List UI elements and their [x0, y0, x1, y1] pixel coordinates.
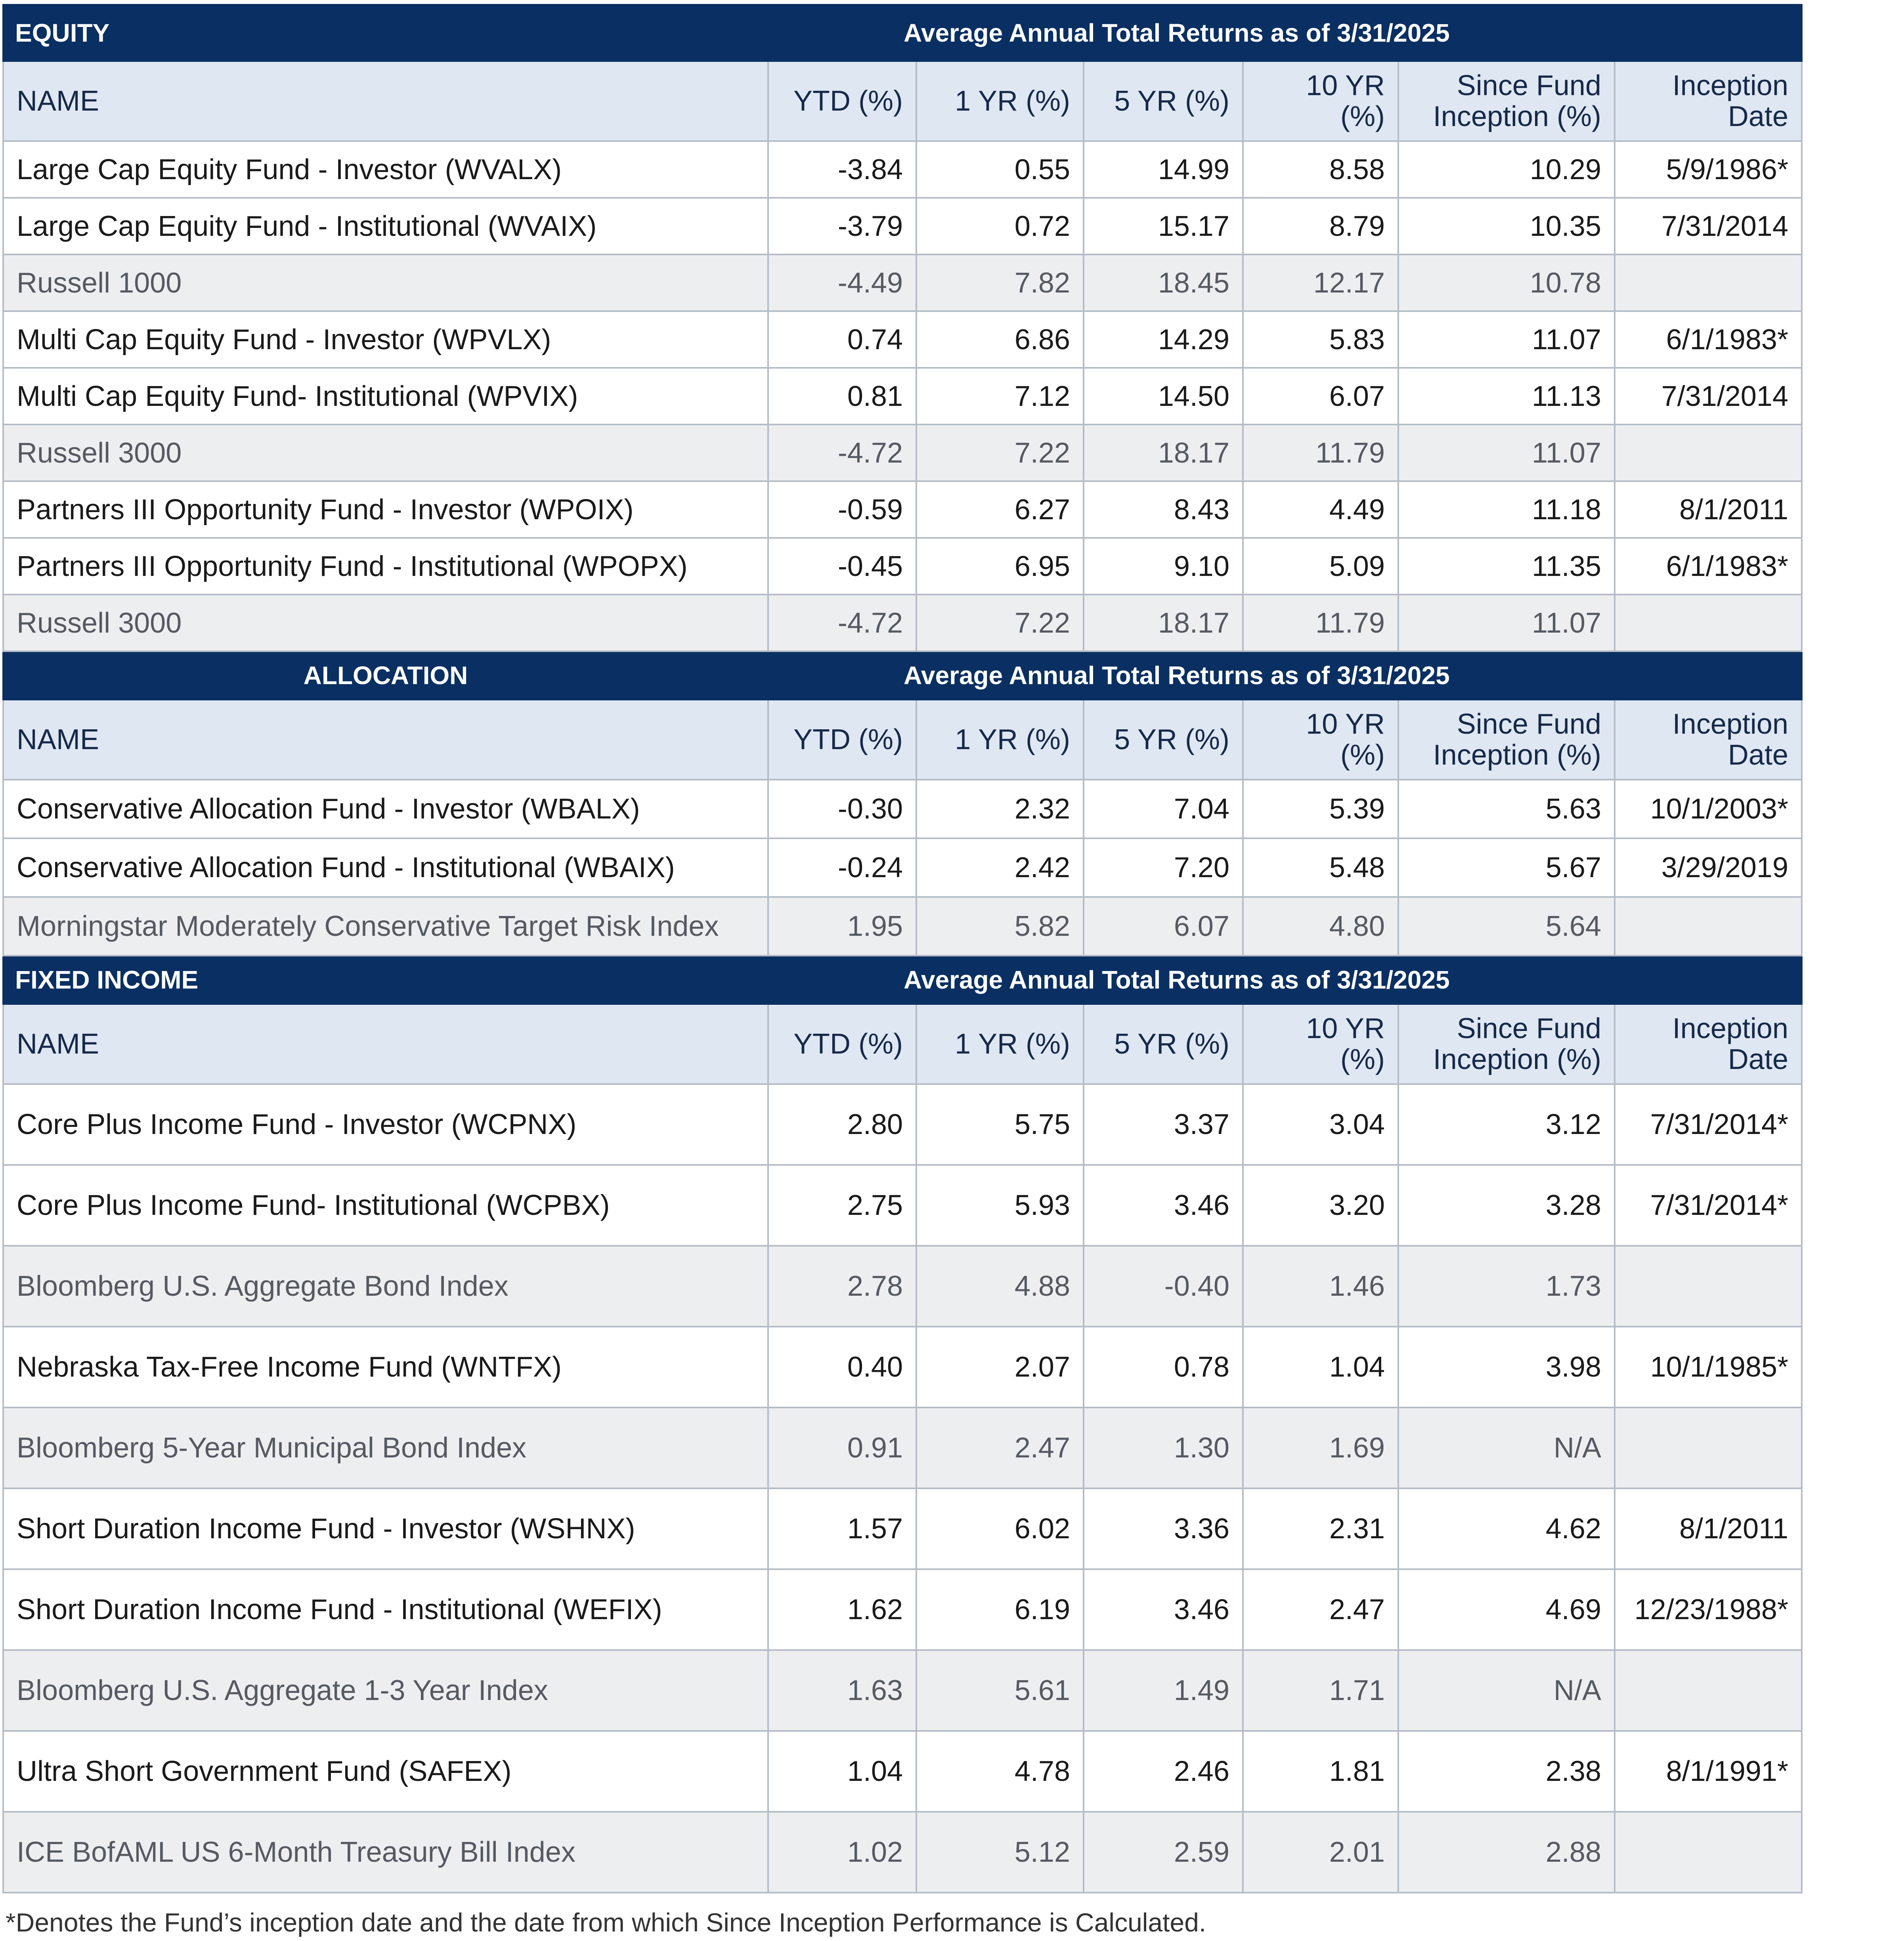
column-header-10-yr: 10 YR (%) [1243, 1004, 1398, 1084]
cell-1-yr: 4.78 [916, 1731, 1084, 1812]
cell-ytd: 0.40 [768, 1327, 916, 1407]
column-header-name: NAME [3, 1004, 768, 1084]
cell-10-yr: 2.47 [1243, 1569, 1398, 1650]
cell-10-yr: 5.48 [1243, 838, 1398, 897]
cell-inception-date: 10/1/1985* [1615, 1327, 1802, 1407]
cell-5-yr: 7.04 [1084, 780, 1243, 838]
cell-since-fund-inception: 11.35 [1398, 538, 1615, 595]
cell-since-fund-inception: 10.29 [1398, 141, 1615, 198]
cell-5-yr: 9.10 [1084, 538, 1243, 595]
cell-since-fund-inception: N/A [1398, 1650, 1615, 1731]
cell-5-yr: 14.50 [1084, 368, 1243, 425]
cell-10-yr: 8.58 [1243, 141, 1398, 198]
cell-inception-date: 6/1/1983* [1615, 538, 1802, 595]
equity-section-band [3, 5, 1802, 61]
cell-since-fund-inception: 5.63 [1398, 780, 1615, 838]
cell-since-fund-inception: 11.07 [1398, 311, 1615, 368]
fund-row [3, 538, 1802, 595]
cell-10-yr: 3.20 [1243, 1165, 1398, 1246]
cell-1-yr: 5.61 [916, 1650, 1084, 1731]
cell-inception-date [1615, 254, 1802, 311]
cell-inception-date: 7/31/2014 [1615, 368, 1802, 425]
cell-since-fund-inception: 4.62 [1398, 1488, 1615, 1569]
cell-10-yr: 11.79 [1243, 425, 1398, 481]
cell-5-yr: 3.46 [1084, 1569, 1243, 1650]
cell-ytd: 1.57 [768, 1488, 916, 1569]
cell-since-fund-inception: 4.69 [1398, 1569, 1615, 1650]
row-name: Partners III Opportunity Fund - Institutional (WPOPX) [3, 538, 768, 595]
benchmark-row [3, 1812, 1802, 1893]
column-header-5-yr: 5 YR (%) [1084, 1004, 1243, 1084]
column-header-since-fund-inception: Since Fund Inception (%) [1398, 1004, 1615, 1084]
benchmark-row [3, 897, 1802, 956]
cell-ytd: -3.84 [768, 141, 916, 198]
cell-5-yr: 18.17 [1084, 595, 1243, 651]
row-name: Large Cap Equity Fund - Institutional (WVAIX) [3, 198, 768, 254]
section-subtitle: Average Annual Total Returns as of 3/31/2025 [768, 956, 1802, 1004]
cell-5-yr: 14.99 [1084, 141, 1243, 198]
cell-inception-date: 7/31/2014* [1615, 1084, 1802, 1165]
fund-row [3, 1084, 1802, 1165]
fund-row [3, 780, 1802, 838]
fund-row [3, 368, 1802, 425]
cell-5-yr: 0.78 [1084, 1327, 1243, 1407]
column-header-inception-date: Inception Date [1615, 61, 1802, 141]
cell-inception-date [1615, 1407, 1802, 1488]
cell-ytd: 0.74 [768, 311, 916, 368]
cell-10-yr: 1.69 [1243, 1407, 1398, 1488]
cell-since-fund-inception: 11.07 [1398, 595, 1615, 651]
column-header-name: NAME [3, 700, 768, 780]
cell-1-yr: 2.07 [916, 1327, 1084, 1407]
cell-10-yr: 6.07 [1243, 368, 1398, 425]
cell-ytd: -0.45 [768, 538, 916, 595]
allocation-column-headers [3, 700, 1802, 780]
cell-1-yr: 7.82 [916, 254, 1084, 311]
benchmark-row [3, 1407, 1802, 1488]
cell-10-yr: 1.46 [1243, 1246, 1398, 1327]
cell-5-yr: 2.46 [1084, 1731, 1243, 1812]
cell-inception-date: 7/31/2014* [1615, 1165, 1802, 1246]
cell-ytd: 2.78 [768, 1246, 916, 1327]
cell-inception-date: 12/23/1988* [1615, 1569, 1802, 1650]
cell-10-yr: 12.17 [1243, 254, 1398, 311]
row-name: Multi Cap Equity Fund - Investor (WPVLX) [3, 311, 768, 368]
cell-5-yr: 14.29 [1084, 311, 1243, 368]
cell-10-yr: 2.31 [1243, 1488, 1398, 1569]
cell-inception-date [1615, 1812, 1802, 1893]
column-header-inception-date: Inception Date [1615, 1004, 1802, 1084]
cell-since-fund-inception: 3.98 [1398, 1327, 1615, 1407]
cell-10-yr: 8.79 [1243, 198, 1398, 254]
cell-ytd: 1.63 [768, 1650, 916, 1731]
cell-5-yr: 6.07 [1084, 897, 1243, 956]
fixed-income-section-band [3, 956, 1802, 1004]
column-header-inception-date: Inception Date [1615, 700, 1802, 780]
cell-since-fund-inception: 11.07 [1398, 425, 1615, 481]
cell-since-fund-inception: 11.18 [1398, 481, 1615, 538]
cell-inception-date: 6/1/1983* [1615, 311, 1802, 368]
cell-1-yr: 5.82 [916, 897, 1084, 956]
cell-10-yr: 5.83 [1243, 311, 1398, 368]
cell-10-yr: 11.79 [1243, 595, 1398, 651]
column-header-10-yr: 10 YR (%) [1243, 61, 1398, 141]
cell-inception-date: 8/1/1991* [1615, 1731, 1802, 1812]
cell-ytd: -0.24 [768, 838, 916, 897]
cell-5-yr: 1.30 [1084, 1407, 1243, 1488]
cell-ytd: 2.75 [768, 1165, 916, 1246]
cell-inception-date: 10/1/2003* [1615, 780, 1802, 838]
cell-1-yr: 6.02 [916, 1488, 1084, 1569]
cell-1-yr: 5.93 [916, 1165, 1084, 1246]
column-header-5-yr: 5 YR (%) [1084, 61, 1243, 141]
cell-5-yr: 18.45 [1084, 254, 1243, 311]
cell-1-yr: 5.75 [916, 1084, 1084, 1165]
performance-table-body [3, 5, 1802, 1893]
cell-10-yr: 4.49 [1243, 481, 1398, 538]
benchmark-row [3, 1246, 1802, 1327]
section-title: ALLOCATION [3, 651, 768, 700]
cell-1-yr: 7.22 [916, 425, 1084, 481]
column-header-ytd: YTD (%) [768, 1004, 916, 1084]
cell-since-fund-inception: 3.28 [1398, 1165, 1615, 1246]
row-name: Bloomberg U.S. Aggregate Bond Index [3, 1246, 768, 1327]
benchmark-row [3, 1650, 1802, 1731]
cell-since-fund-inception: 2.88 [1398, 1812, 1615, 1893]
cell-5-yr: 1.49 [1084, 1650, 1243, 1731]
column-header-1-yr: 1 YR (%) [916, 1004, 1084, 1084]
cell-ytd: 2.80 [768, 1084, 916, 1165]
fund-row [3, 838, 1802, 897]
cell-10-yr: 1.04 [1243, 1327, 1398, 1407]
cell-1-yr: 4.88 [916, 1246, 1084, 1327]
column-header-ytd: YTD (%) [768, 61, 916, 141]
cell-ytd: -4.72 [768, 425, 916, 481]
cell-ytd: -4.72 [768, 595, 916, 651]
cell-since-fund-inception: N/A [1398, 1407, 1615, 1488]
column-header-1-yr: 1 YR (%) [916, 61, 1084, 141]
fixed-income-column-headers [3, 1004, 1802, 1084]
cell-inception-date: 3/29/2019 [1615, 838, 1802, 897]
column-header-1-yr: 1 YR (%) [916, 700, 1084, 780]
cell-1-yr: 2.42 [916, 838, 1084, 897]
cell-1-yr: 0.72 [916, 198, 1084, 254]
cell-since-fund-inception: 10.35 [1398, 198, 1615, 254]
cell-since-fund-inception: 10.78 [1398, 254, 1615, 311]
row-name: Conservative Allocation Fund - Institutional (WBAIX) [3, 838, 768, 897]
cell-10-yr: 3.04 [1243, 1084, 1398, 1165]
fund-row [3, 1731, 1802, 1812]
cell-since-fund-inception: 5.67 [1398, 838, 1615, 897]
column-header-ytd: YTD (%) [768, 700, 916, 780]
cell-ytd: -0.59 [768, 481, 916, 538]
fund-row [3, 141, 1802, 198]
row-name: Conservative Allocation Fund - Investor (WBALX) [3, 780, 768, 838]
cell-ytd: 0.91 [768, 1407, 916, 1488]
cell-inception-date: 7/31/2014 [1615, 198, 1802, 254]
fund-row [3, 1488, 1802, 1569]
cell-since-fund-inception: 3.12 [1398, 1084, 1615, 1165]
row-name: Russell 3000 [3, 425, 768, 481]
row-name: ICE BofAML US 6-Month Treasury Bill Index [3, 1812, 768, 1893]
column-header-10-yr: 10 YR (%) [1243, 700, 1398, 780]
row-name: Nebraska Tax-Free Income Fund (WNTFX) [3, 1327, 768, 1407]
cell-1-yr: 0.55 [916, 141, 1084, 198]
cell-since-fund-inception: 2.38 [1398, 1731, 1615, 1812]
section-title: FIXED INCOME [3, 956, 768, 1004]
row-name: Ultra Short Government Fund (SAFEX) [3, 1731, 768, 1812]
cell-5-yr: 3.37 [1084, 1084, 1243, 1165]
benchmark-row [3, 425, 1802, 481]
cell-1-yr: 5.12 [916, 1812, 1084, 1893]
cell-10-yr: 4.80 [1243, 897, 1398, 956]
fund-row [3, 198, 1802, 254]
cell-inception-date [1615, 1246, 1802, 1327]
cell-ytd: 1.95 [768, 897, 916, 956]
cell-since-fund-inception: 1.73 [1398, 1246, 1615, 1327]
row-name: Core Plus Income Fund - Investor (WCPNX) [3, 1084, 768, 1165]
footnote: *Denotes the Fund’s inception date and the date from which Since Inception Performance is Calculated. [6, 1908, 1206, 1937]
row-name: Partners III Opportunity Fund - Investor (WPOIX) [3, 481, 768, 538]
cell-1-yr: 7.22 [916, 595, 1084, 651]
section-subtitle: Average Annual Total Returns as of 3/31/2025 [768, 5, 1802, 61]
row-name: Short Duration Income Fund - Investor (WSHNX) [3, 1488, 768, 1569]
cell-5-yr: 15.17 [1084, 198, 1243, 254]
row-name: Russell 1000 [3, 254, 768, 311]
cell-5-yr: 18.17 [1084, 425, 1243, 481]
row-name: Bloomberg U.S. Aggregate 1-3 Year Index [3, 1650, 768, 1731]
row-name: Multi Cap Equity Fund- Institutional (WPVIX) [3, 368, 768, 425]
cell-1-yr: 6.95 [916, 538, 1084, 595]
fund-row [3, 481, 1802, 538]
fund-row [3, 1165, 1802, 1246]
cell-5-yr: 3.36 [1084, 1488, 1243, 1569]
benchmark-row [3, 254, 1802, 311]
cell-1-yr: 2.32 [916, 780, 1084, 838]
row-name: Morningstar Moderately Conservative Target Risk Index [3, 897, 768, 956]
cell-10-yr: 5.09 [1243, 538, 1398, 595]
cell-10-yr: 5.39 [1243, 780, 1398, 838]
allocation-section-band [3, 651, 1802, 700]
performance-table [2, 4, 1803, 1893]
equity-column-headers [3, 61, 1802, 141]
row-name: Bloomberg 5-Year Municipal Bond Index [3, 1407, 768, 1488]
cell-10-yr: 1.81 [1243, 1731, 1398, 1812]
cell-ytd: 1.04 [768, 1731, 916, 1812]
cell-inception-date [1615, 897, 1802, 956]
column-header-since-fund-inception: Since Fund Inception (%) [1398, 700, 1615, 780]
cell-ytd: -4.49 [768, 254, 916, 311]
cell-ytd: 1.62 [768, 1569, 916, 1650]
column-header-name: NAME [3, 61, 768, 141]
cell-1-yr: 6.86 [916, 311, 1084, 368]
cell-ytd: -3.79 [768, 198, 916, 254]
cell-inception-date [1615, 595, 1802, 651]
cell-5-yr: 8.43 [1084, 481, 1243, 538]
row-name: Short Duration Income Fund - Institutional (WEFIX) [3, 1569, 768, 1650]
cell-inception-date [1615, 425, 1802, 481]
cell-1-yr: 6.27 [916, 481, 1084, 538]
section-title: EQUITY [3, 5, 768, 61]
cell-1-yr: 6.19 [916, 1569, 1084, 1650]
row-name: Large Cap Equity Fund - Investor (WVALX) [3, 141, 768, 198]
cell-5-yr: 2.59 [1084, 1812, 1243, 1893]
cell-inception-date: 8/1/2011 [1615, 481, 1802, 538]
cell-since-fund-inception: 11.13 [1398, 368, 1615, 425]
column-header-since-fund-inception: Since Fund Inception (%) [1398, 61, 1615, 141]
cell-inception-date [1615, 1650, 1802, 1731]
cell-ytd: -0.30 [768, 780, 916, 838]
cell-10-yr: 1.71 [1243, 1650, 1398, 1731]
benchmark-row [3, 595, 1802, 651]
fund-row [3, 311, 1802, 368]
cell-5-yr: 7.20 [1084, 838, 1243, 897]
cell-ytd: 0.81 [768, 368, 916, 425]
fund-row [3, 1327, 1802, 1407]
fund-row [3, 1569, 1802, 1650]
cell-10-yr: 2.01 [1243, 1812, 1398, 1893]
cell-5-yr: -0.40 [1084, 1246, 1243, 1327]
cell-5-yr: 3.46 [1084, 1165, 1243, 1246]
cell-since-fund-inception: 5.64 [1398, 897, 1615, 956]
row-name: Core Plus Income Fund- Institutional (WCPBX) [3, 1165, 768, 1246]
cell-1-yr: 7.12 [916, 368, 1084, 425]
cell-inception-date: 5/9/1986* [1615, 141, 1802, 198]
row-name: Russell 3000 [3, 595, 768, 651]
cell-ytd: 1.02 [768, 1812, 916, 1893]
column-header-5-yr: 5 YR (%) [1084, 700, 1243, 780]
cell-inception-date: 8/1/2011 [1615, 1488, 1802, 1569]
cell-1-yr: 2.47 [916, 1407, 1084, 1488]
section-subtitle: Average Annual Total Returns as of 3/31/2025 [768, 651, 1802, 700]
